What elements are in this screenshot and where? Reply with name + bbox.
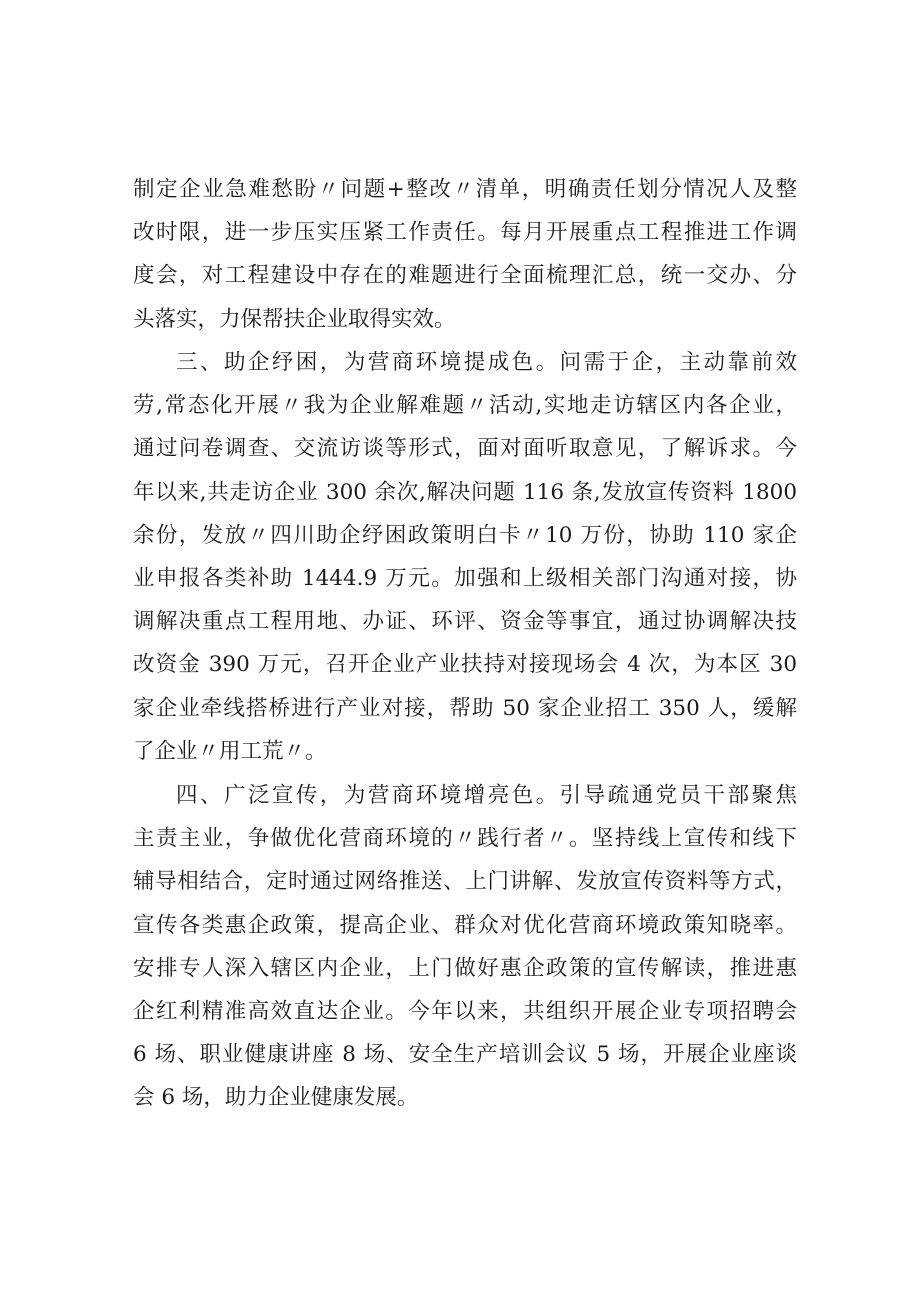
text-line: 四、广泛宣传，为营商环境增亮色。引导疏通党员干部聚焦 <box>176 783 797 808</box>
paragraph-section-three <box>133 341 797 773</box>
text-line: 度会，对工程建设中存在的难题进行全面梳理汇总，统一交办、分 <box>133 263 797 289</box>
text-line: 企红利精准高效直达企业。今年以来，共组织开展企业专项招聘会 <box>133 998 797 1024</box>
text-line: 头落实，力保帮扶企业取得实效。 <box>133 306 456 332</box>
text-line: 劳,常态化开展〃我为企业解难题〃活动,实地走访辖区内各企业， <box>133 393 797 419</box>
text-line: 制定企业急难愁盼〃问题+整改〃清单，明确责任划分情况人及整 <box>133 177 797 202</box>
text-line: 了企业〃用工荒〃。 <box>133 738 327 764</box>
paragraph-section-four <box>133 774 797 1120</box>
text-line: 辅导相结合，定时通过网络推送、上门讲解、发放宣传资料等方式， <box>133 869 797 895</box>
text-line: 主责主业，争做优化营商环境的〃践行者〃。坚持线上宣传和线下 <box>133 826 797 852</box>
text-line: 三、助企纾困，为营商环境提成色。问需于企，主动靠前效 <box>176 350 797 375</box>
text-line: 业申报各类补助 1444.9 万元。加强和上级相关部门沟通对接，协 <box>133 565 797 591</box>
text-line: 余份，发放〃四川助企纾困政策明白卡〃10 万份，协助 110 家企 <box>133 522 797 548</box>
text-line: 年以来,共走访企业 300 余次,解决问题 116 条,发放宣传资料 1800 <box>133 479 797 505</box>
text-line: 会 6 场，助力企业健康发展。 <box>133 1085 419 1111</box>
text-line: 改资金 390 万元，召开企业产业扶持对接现场会 4 次，为本区 30 <box>133 652 797 678</box>
text-line: 通过问卷调查、交流访谈等形式，面对面听取意见，了解诉求。今 <box>133 436 797 462</box>
text-line: 6 场、职业健康讲座 8 场、安全生产培训会议 5 场，开展企业座谈 <box>133 1042 797 1068</box>
paragraph-continuation <box>133 168 797 341</box>
text-line: 调解决重点工程用地、办证、环评、资金等事宜，通过协调解决技 <box>133 609 797 635</box>
text-line: 改时限，进一步压实压紧工作责任。每月开展重点工程推进工作调 <box>133 220 797 246</box>
text-line: 宣传各类惠企政策，提高企业、群众对优化营商环境政策知晓率。 <box>133 912 797 938</box>
text-line: 安排专人深入辖区内企业，上门做好惠企政策的宣传解读，推进惠 <box>133 955 797 981</box>
text-line: 家企业牵线搭桥进行产业对接，帮助 50 家企业招工 350 人，缓解 <box>133 695 797 721</box>
